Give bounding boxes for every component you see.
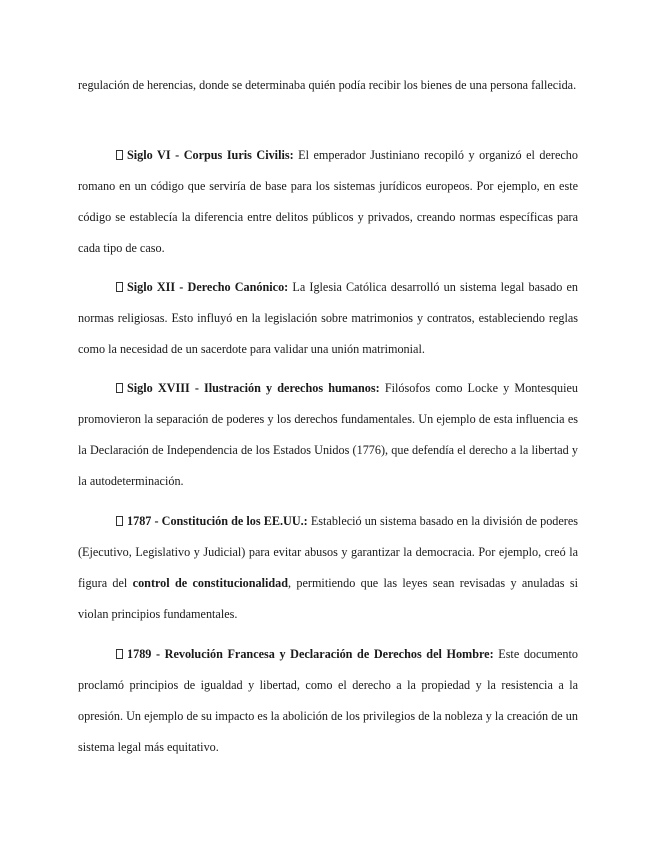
- item-body-bold: control de constitucionalidad: [132, 576, 289, 590]
- item-siglo-xviii: [78, 373, 578, 497]
- item-body: La Iglesia Católica desarrolló un sistema legal basado en normas religiosas. Esto influyó en la legislación sobre matrimonios y contratos, estableciendo reglas como la necesidad de un sacerdote para validar una unión matrimonial.: [78, 280, 578, 356]
- item-heading: 1787 - Constitución de los EE.UU.:: [127, 514, 308, 528]
- bullet-icon: [116, 383, 123, 393]
- item-body: Filósofos como Locke y Montesquieu promovieron la separación de poderes y los derechos fundamentales. Un ejemplo de esta influencia es la Declaración de Independencia de los Estados Unidos (1776), que defendía el derecho a la libertad y la autodeterminación.: [78, 381, 578, 488]
- item-heading: Siglo XII - Derecho Canónico:: [127, 280, 289, 294]
- item-heading: 1789 - Revolución Francesa y Declaración de Derechos del Hombre:: [127, 647, 494, 661]
- item-siglo-vi: [78, 140, 578, 264]
- item-1789: [78, 639, 578, 763]
- item-body-after: , permitiendo que las leyes sean revisadas y anuladas si violan principios fundamentales.: [78, 576, 578, 621]
- item-heading: Siglo VI - Corpus Iuris Civilis:: [127, 148, 294, 162]
- item-body: El emperador Justiniano recopiló y organizó el derecho romano en un código que serviría de base para los sistemas jurídicos europeos. Por ejemplo, en este código se establecía la diferencia entre delitos públicos y privados, creando normas específicas para cada tipo de caso.: [78, 148, 578, 255]
- intro-text: regulación de herencias, donde se determinaba quién podía recibir los bienes de una persona fallecida.: [78, 78, 577, 92]
- item-siglo-xii: [78, 272, 578, 365]
- bullet-icon: [116, 516, 123, 526]
- bullet-icon: [116, 150, 123, 160]
- item-heading: Siglo XVIII - Ilustración y derechos humanos:: [127, 381, 380, 395]
- intro-paragraph: [78, 70, 578, 101]
- bullet-icon: [116, 282, 123, 292]
- bullet-icon: [116, 649, 123, 659]
- item-1787: [78, 506, 578, 630]
- item-body-before: Estableció un sistema basado en la división de poderes (Ejecutivo, Legislativo y Judicial) para evitar abusos y garantizar la democracia. Por ejemplo, creó la figura del: [78, 514, 579, 590]
- item-body: Este documento proclamó principios de igualdad y libertad, como el derecho a la propiedad y la resistencia a la opresión. Un ejemplo de su impacto es la abolición de los privilegios de la nobleza y la creación de un sistema legal más equitativo.: [78, 647, 578, 754]
